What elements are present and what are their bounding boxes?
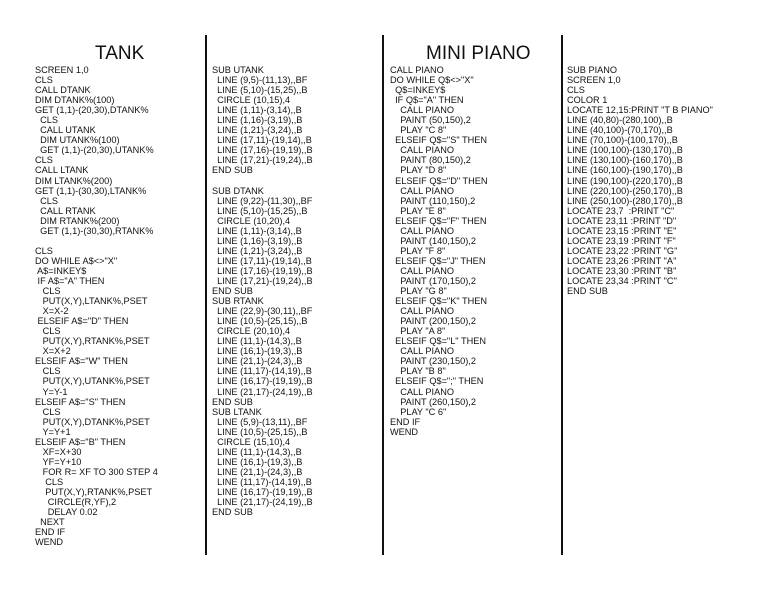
code-line: DIM LTANK%(200) — [35, 175, 113, 186]
code-line: PUT(X,Y),LTANK%,PSET — [35, 296, 148, 307]
code-line: PAINT (80,150),2 — [390, 155, 471, 166]
code-line: PLAY "A 8" — [390, 326, 446, 337]
code-line: LINE (1,16)-(3,19),,B — [212, 115, 303, 126]
code-line: CLS — [35, 245, 53, 256]
code-line: CIRCLE (10,20),4 — [212, 215, 291, 226]
code-line: LINE (16,17)-(19,19),,B — [212, 376, 313, 387]
code-line: X=X-2 — [35, 306, 69, 317]
code-line: LOCATE 23,26 :PRINT "A" — [567, 255, 677, 266]
code-line: LINE (130,100)-(160,170),,B — [567, 155, 683, 166]
code-line: DIM DTANK%(100) — [35, 95, 115, 106]
code-line: ELSEIF A$="D" THEN — [35, 316, 129, 327]
code-line: END SUB — [212, 507, 253, 518]
code-line: PUT(X,Y),RTANK%,PSET — [35, 486, 153, 497]
code-line: LINE (1,11)-(3,14),,B — [212, 105, 302, 116]
code-line: LINE (9,22)-(11,30),,BF — [212, 195, 313, 206]
code-line: CLS — [567, 85, 585, 96]
code-line: CALL PIANO — [390, 346, 454, 357]
code-line: LINE (5,10)-(15,25),,B — [212, 205, 308, 216]
code-line: LINE (22,9)-(30,11),,BF — [212, 306, 313, 317]
code-line: LINE (100,100)-(130,170),,B — [567, 145, 683, 156]
code-line: LINE (16,1)-(19,3),,B — [212, 346, 303, 357]
code-line — [212, 176, 313, 186]
code-line: SCREEN 1,0 — [567, 75, 621, 86]
code-line: PLAY "D 8" — [390, 165, 447, 176]
code-line: LINE (21,1)-(24,3),,B — [212, 356, 303, 367]
code-line: LINE (40,80)-(280,100),,B — [567, 115, 673, 126]
code-line: SUB RTANK — [212, 296, 264, 307]
code-line: LINE (21,1)-(24,3),,B — [212, 466, 303, 477]
code-line: LOCATE 23,19 :PRINT "F" — [567, 235, 676, 246]
code-line: CIRCLE (15,10),4 — [212, 436, 291, 447]
code-line: SUB DTANK — [212, 185, 264, 196]
code-line: LOCATE 23,11 :PRINT "D" — [567, 215, 677, 226]
code-line: ELSEIF Q$="L" THEN — [390, 336, 486, 347]
code-line: GET (1,1)-(30,30),RTANK% — [35, 225, 154, 236]
code-line: CALL PIANO — [390, 265, 454, 276]
code-line: LINE (190,100)-(220,170),,B — [567, 175, 683, 186]
code-line: PAINT (50,150),2 — [390, 115, 471, 126]
code-line: ELSEIF A$="W" THEN — [35, 356, 128, 367]
code-line: GET (1,1)-(20,30),DTANK% — [35, 105, 149, 116]
code-line: LINE (9,5)-(11,13),,BF — [212, 75, 308, 86]
code-line: END IF — [390, 416, 421, 427]
code-line: DIM UTANK%(100) — [35, 135, 120, 146]
code-line: X=X+2 — [35, 346, 71, 357]
code-line: IF Q$="A" THEN — [390, 95, 464, 106]
code-line: ELSEIF Q$="J" THEN — [390, 255, 486, 266]
column-divider-2 — [382, 35, 384, 555]
code-line: LINE (21,17)-(24,19),,B — [212, 497, 313, 508]
code-line: END SUB — [212, 286, 253, 297]
code-line: SUB UTANK — [212, 65, 264, 75]
code-line: CALL PIANO — [390, 105, 454, 116]
code-line: PAINT (200,150),2 — [390, 316, 476, 327]
code-line: CLS — [35, 326, 61, 337]
code-line — [35, 236, 158, 246]
code-line: CLS — [35, 155, 53, 166]
code-line: CALL PIANO — [390, 225, 454, 236]
code-line: DIM RTANK%(200) — [35, 215, 120, 226]
code-line: DO WHILE A$<>"X" — [35, 255, 118, 266]
code-line: ELSEIF Q$="D" THEN — [390, 175, 488, 186]
code-line: Y=Y+1 — [35, 426, 71, 437]
code-line: COLOR 1 — [567, 95, 608, 106]
code-line: LINE (16,17)-(19,19),,B — [212, 486, 313, 497]
code-line: LINE (160,100)-(190,170),,B — [567, 165, 683, 176]
code-line: LINE (11,17)-(14,19),,B — [212, 366, 312, 377]
code-line: ELSEIF Q$=";" THEN — [390, 376, 484, 387]
code-line: PAINT (230,150),2 — [390, 356, 476, 367]
code-line: CALL PIANO — [390, 386, 454, 397]
code-line: PLAY "B 8" — [390, 366, 446, 377]
code-line: LINE (21,17)-(24,19),,B — [212, 386, 313, 397]
code-line: LOCATE 23,30 :PRINT "B" — [567, 265, 677, 276]
mini-piano-title: MINI PIANO — [426, 43, 531, 64]
column-divider-1 — [205, 35, 207, 555]
code-line: PAINT (110,150),2 — [390, 195, 476, 206]
piano-subroutine-code — [567, 65, 713, 296]
code-line: LINE (11,17)-(14,19),,B — [212, 476, 312, 487]
code-line: LINE (11,1)-(14,3),,B — [212, 446, 302, 457]
code-line: WEND — [390, 426, 419, 437]
code-line: LOCATE 23,7 :PRINT "C" — [567, 205, 675, 216]
code-line: CLS — [35, 115, 58, 126]
code-line: PLAY "E 8" — [390, 205, 446, 216]
code-line: YF=Y+10 — [35, 456, 82, 467]
code-line: DELAY 0.02 — [35, 507, 98, 518]
code-line: CALL PIANO — [390, 306, 454, 317]
code-line: CIRCLE (20,10),4 — [212, 326, 291, 337]
code-line: LINE (17,16)-(19,19),,B — [212, 265, 313, 276]
code-line: PAINT (260,150),2 — [390, 396, 476, 407]
code-line: LINE (17,11)-(19,14),,B — [212, 135, 312, 146]
code-line: CLS — [35, 476, 64, 487]
code-line: END SUB — [212, 165, 253, 176]
code-line: ELSEIF Q$="F" THEN — [390, 215, 487, 226]
code-line: CLS — [35, 195, 58, 206]
code-line: LINE (1,21)-(3,24),,B — [212, 125, 303, 136]
code-line: CALL PIANO — [390, 65, 444, 75]
code-line: LOCATE 23,22 :PRINT "G" — [567, 245, 678, 256]
code-line: ELSEIF A$="S" THEN — [35, 396, 126, 407]
tank-subroutines-code — [212, 65, 313, 517]
code-line: LINE (5,10)-(15,25),,B — [212, 85, 308, 96]
code-line: LINE (40,100)-(70,170),,B — [567, 125, 673, 136]
code-line: CLS — [35, 406, 61, 417]
code-line: LOCATE 23,15 :PRINT "E" — [567, 225, 677, 236]
code-line: CLS — [35, 366, 61, 377]
code-line: Y=Y-1 — [35, 386, 68, 397]
code-line: Q$=INKEY$ — [390, 85, 446, 96]
code-line: SCREEN 1,0 — [35, 65, 89, 75]
code-line: XF=X+30 — [35, 446, 82, 457]
code-line: CALL PIANO — [390, 145, 454, 156]
code-line: LINE (16,1)-(19,3),,B — [212, 456, 303, 467]
code-line: NEXT — [35, 517, 65, 528]
code-line: PLAY "C 8" — [390, 125, 447, 136]
code-line: PUT(X,Y),UTANK%,PSET — [35, 376, 150, 387]
code-line: END SUB — [567, 286, 608, 297]
code-line: LOCATE 23,34 :PRINT "C" — [567, 275, 677, 286]
code-line: GET (1,1)-(20,30),UTANK% — [35, 145, 154, 156]
code-line: LINE (1,11)-(3,14),,B — [212, 225, 302, 236]
code-line: LINE (17,16)-(19,19),,B — [212, 145, 313, 156]
code-line: IF A$="A" THEN — [35, 275, 105, 286]
code-line: ELSEIF A$="B" THEN — [35, 436, 126, 447]
code-line: LINE (17,21)-(19,24),,B — [212, 155, 313, 166]
code-line: LINE (10,5)-(25,15),,B — [212, 316, 308, 327]
code-line: END SUB — [212, 396, 253, 407]
code-line: PUT(X,Y),DTANK%,PSET — [35, 416, 150, 427]
code-line: CALL LTANK — [35, 165, 89, 176]
code-line: LINE (220,100)-(250,170),,B — [567, 185, 683, 196]
code-line: CIRCLE (10,15),4 — [212, 95, 291, 106]
tank-title: TANK — [95, 43, 145, 64]
code-line: CALL RTANK — [35, 205, 96, 216]
code-line: PAINT (170,150),2 — [390, 275, 476, 286]
code-line: ELSEIF Q$="S" THEN — [390, 135, 487, 146]
code-line: PLAY "F 8" — [390, 245, 446, 256]
code-line: FOR R= XF TO 300 STEP 4 — [35, 466, 158, 477]
code-line: CALL PIANO — [390, 185, 454, 196]
code-line: GET (1,1)-(30,30),LTANK% — [35, 185, 147, 196]
code-line: SUB PIANO — [567, 65, 618, 75]
code-line: LINE (10,5)-(25,15),,B — [212, 426, 308, 437]
code-line: SUB LTANK — [212, 406, 262, 417]
code-line: LINE (250,100)-(280,170),,B — [567, 195, 683, 206]
code-line: LINE (5,9)-(13,11),,BF — [212, 416, 308, 427]
code-line: LOCATE 12,15:PRINT "T B PIANO" — [567, 105, 713, 116]
code-line: LINE (1,21)-(3,24),,B — [212, 245, 303, 256]
code-line: DO WHILE Q$<>"X" — [390, 75, 474, 86]
code-line: LINE (17,21)-(19,24),,B — [212, 275, 313, 286]
code-line: PLAY "G 8" — [390, 286, 447, 297]
code-line: PAINT (140,150),2 — [390, 235, 476, 246]
code-line: ELSEIF Q$="K" THEN — [390, 296, 487, 307]
code-line: CALL DTANK — [35, 85, 91, 96]
code-line: CIRCLE(R,YF),2 — [35, 497, 117, 508]
code-line: LINE (1,16)-(3,19),,B — [212, 235, 303, 246]
tank-main-code — [35, 65, 158, 547]
code-line: CLS — [35, 286, 61, 297]
code-line: END IF — [35, 527, 66, 538]
code-line: A$=INKEY$ — [35, 265, 87, 276]
code-line: PUT(X,Y),RTANK%,PSET — [35, 336, 150, 347]
code-line: CLS — [35, 75, 53, 86]
code-line: CALL UTANK — [35, 125, 96, 136]
code-line: LINE (11,1)-(14,3),,B — [212, 336, 302, 347]
code-line: PLAY "C 6" — [390, 406, 447, 417]
code-line: LINE (17,11)-(19,14),,B — [212, 255, 312, 266]
mini-piano-main-code — [390, 65, 488, 437]
column-divider-3 — [561, 35, 563, 555]
code-line: WEND — [35, 537, 64, 548]
code-line: LINE (70,100)-(100,170),,B — [567, 135, 678, 146]
